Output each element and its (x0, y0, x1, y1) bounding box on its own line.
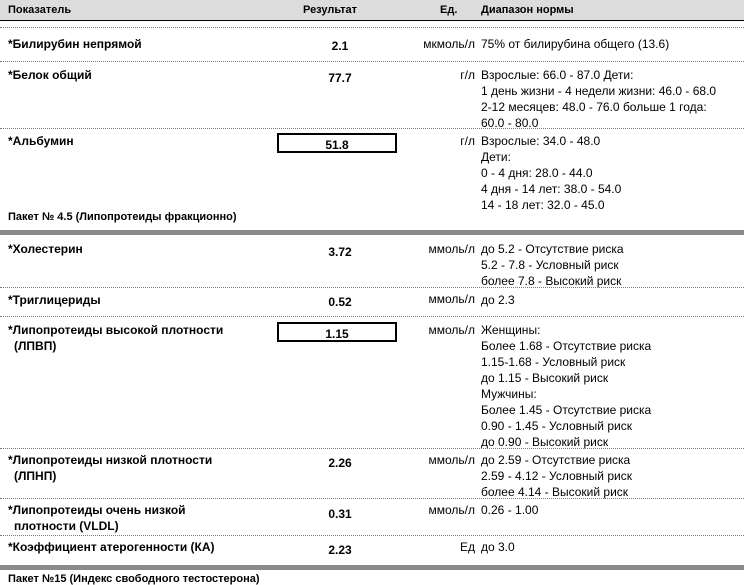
reference-range (481, 36, 669, 52)
indicator-name: *Триглицериды (8, 293, 101, 307)
reference-range (481, 67, 716, 131)
row-divider (0, 535, 744, 536)
unit: ммоль/л (428, 292, 475, 306)
range-line: 75% от билирубина общего (13.6) (481, 37, 670, 51)
range-line: Женщины: (481, 323, 541, 337)
result-value: 2.23 (328, 543, 352, 557)
unit: г/л (460, 134, 475, 148)
reference-range (481, 452, 632, 500)
reference-range (481, 322, 651, 450)
section-divider (0, 230, 744, 235)
indicator-name: *Холестерин (8, 242, 83, 256)
result-value-highlighted: 1.15 (277, 322, 397, 342)
range-line: до 3.0 (481, 540, 515, 554)
header-range: Диапазон нормы (481, 4, 574, 16)
unit: мкмоль/л (423, 37, 475, 51)
range-line: до 0.90 - Высокий риск (481, 435, 609, 449)
name-line: плотности (VLDL) (14, 519, 119, 533)
section-divider (0, 565, 744, 570)
unit: ммоль/л (428, 242, 475, 256)
row-divider (0, 27, 744, 28)
unit: ммоль/л (428, 323, 475, 337)
range-line: 2-12 месяцев: 48.0 - 76.0 больше 1 года: (481, 100, 707, 114)
range-line: Взрослые: 34.0 - 48.0 (481, 134, 601, 148)
range-line: 4 дня - 14 лет: 38.0 - 54.0 (481, 182, 622, 196)
indicator-name: *Белок общий (8, 68, 92, 82)
name-line: *Липопротеиды низкой плотности (8, 453, 213, 467)
range-line: 60.0 - 80.0 (481, 116, 539, 130)
range-line: Более 1.68 - Отсутствие риска (481, 339, 652, 353)
range-line: Дети: (481, 150, 511, 164)
row-divider (0, 316, 744, 317)
range-line: до 2.59 - Отсутствие риска (481, 453, 631, 467)
row-divider (0, 448, 744, 449)
result-value: 3.72 (328, 245, 352, 259)
range-line: 1 день жизни - 4 недели жизни: 46.0 - 68.0 (481, 84, 717, 98)
range-line: до 2.3 (481, 293, 515, 307)
range-line: Взрослые: 66.0 - 87.0 Дети: (481, 68, 634, 82)
unit: ммоль/л (428, 503, 475, 517)
range-line: более 7.8 - Высокий риск (481, 274, 622, 288)
indicator-name: *Билирубин непрямой (8, 37, 142, 51)
range-line: 1.15-1.68 - Условный риск (481, 355, 626, 369)
header-indicator: Показатель (8, 4, 72, 16)
package-title: Пакет №15 (Индекс свободного тестостерона) (8, 573, 260, 585)
range-line: 14 - 18 лет: 32.0 - 45.0 (481, 198, 605, 212)
result-value: 77.7 (328, 71, 352, 85)
range-line: 0.26 - 1.00 (481, 503, 539, 517)
indicator-name (8, 502, 186, 534)
indicator-name (8, 322, 223, 354)
unit: г/л (460, 68, 475, 82)
header-unit: Ед. (440, 4, 458, 16)
result-value: 2.26 (328, 456, 352, 470)
unit: ммоль/л (428, 453, 475, 467)
result-value: 2.1 (331, 39, 349, 53)
range-line: до 5.2 - Отсутствие риска (481, 242, 624, 256)
range-line: Более 1.45 - Отсутствие риска (481, 403, 652, 417)
reference-range (481, 292, 515, 308)
range-line: до 1.15 - Высокий риск (481, 371, 609, 385)
indicator-name (8, 452, 212, 484)
row-divider (0, 61, 744, 62)
result-value: 0.52 (328, 295, 352, 309)
result-value: 0.31 (328, 507, 352, 521)
header-result: Результат (303, 4, 358, 16)
name-line: (ЛПВП) (14, 339, 57, 353)
reference-range (481, 502, 538, 518)
result-value-highlighted: 51.8 (277, 133, 397, 153)
name-line: *Липопротеиды очень низкой (8, 503, 186, 517)
name-line: (ЛПНП) (14, 469, 57, 483)
range-line: Мужчины: (481, 387, 537, 401)
reference-range (481, 133, 621, 213)
row-divider (0, 498, 744, 499)
range-line: 0.90 - 1.45 - Условный риск (481, 419, 632, 433)
range-line: более 4.14 - Высокий риск (481, 485, 629, 499)
indicator-name: *Коэффициент атерогенности (КА) (8, 540, 215, 554)
row-divider (0, 287, 744, 288)
table-header (0, 0, 744, 21)
unit: Ед (459, 540, 475, 554)
package-title: Пакет № 4.5 (Липопротеиды фракционно) (8, 211, 237, 223)
reference-range (481, 241, 624, 289)
name-line: *Липопротеиды высокой плотности (8, 323, 224, 337)
range-line: 0 - 4 дня: 28.0 - 44.0 (481, 166, 593, 180)
row-divider (0, 128, 744, 129)
reference-range (481, 539, 515, 555)
range-line: 2.59 - 4.12 - Условный риск (481, 469, 632, 483)
range-line: 5.2 - 7.8 - Условный риск (481, 258, 619, 272)
indicator-name: *Альбумин (8, 134, 74, 148)
